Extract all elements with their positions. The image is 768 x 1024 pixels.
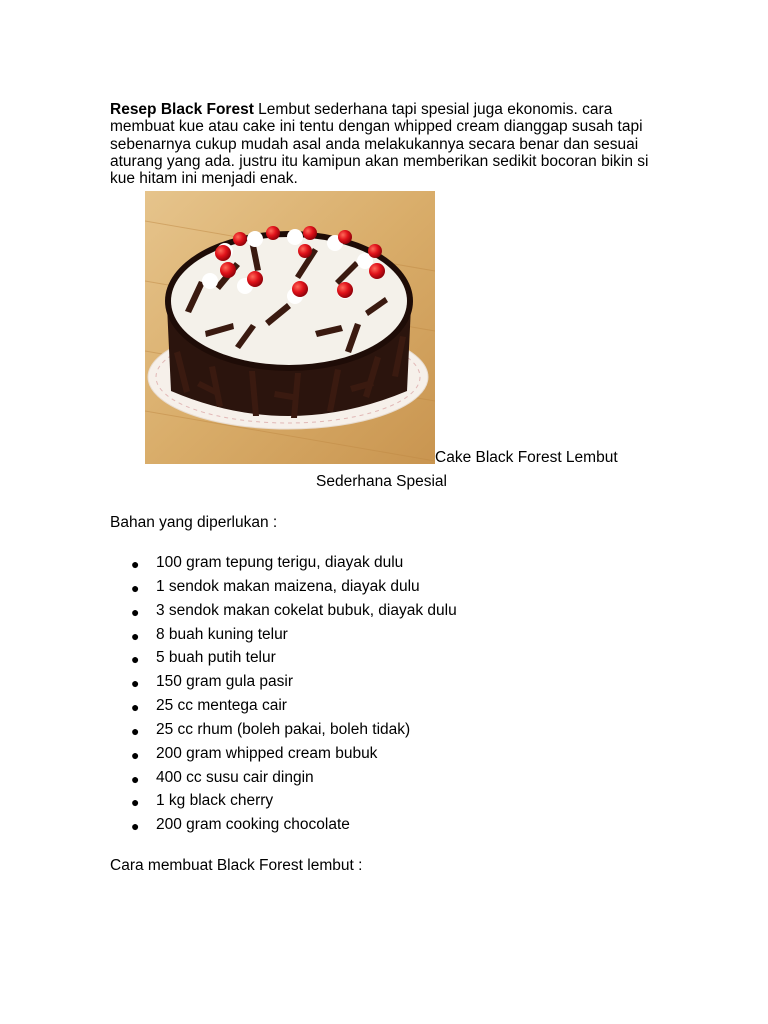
method-heading: Cara membuat Black Forest lembut :	[110, 857, 363, 874]
intro-text: Lembut sederhana tapi spesial juga ekonomis. cara membuat kue atau cake ini tentu dengan whipped cream dianggap susah tapi sebenarnya cukup mudah asal anda melakukannya secara benar dan sesuai aturang yang ada. justru itu kamipun akan memberikan sedikit bocoran bikin si kue hitam ini menjadi enak.	[110, 101, 649, 188]
cake-photo	[145, 191, 435, 464]
ingredients-heading: Bahan yang diperlukan :	[110, 514, 278, 531]
bullet-icon: ●	[131, 675, 140, 692]
image-caption-line1: Cake Black Forest Lembut	[435, 449, 618, 466]
bullet-icon: ●	[131, 627, 140, 644]
bullet-icon: ●	[131, 746, 140, 763]
bullet-icon: ●	[131, 651, 140, 668]
bullet-icon: ●	[131, 770, 140, 787]
bullet-icon: ●	[131, 556, 140, 572]
bullet-icon: ●	[131, 699, 140, 716]
bullet-icon: ●	[131, 794, 140, 811]
intro-paragraph	[110, 101, 670, 187]
bullet-icon: ●	[131, 722, 140, 739]
bullet-icon: ●	[131, 579, 140, 596]
bullet-icon: ●	[131, 603, 140, 620]
intro-title: Resep Black Forest	[110, 101, 254, 118]
image-caption-line2: Sederhana Spesial	[316, 473, 447, 490]
bullet-icon: ●	[131, 818, 140, 835]
